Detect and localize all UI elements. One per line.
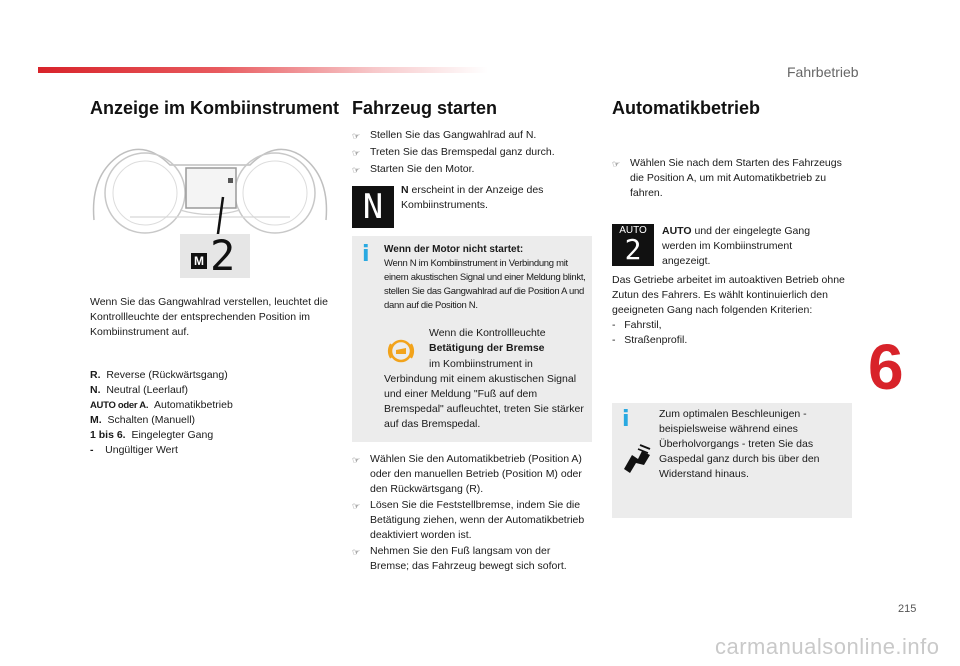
n-indicator-text (401, 183, 581, 213)
gear-display-panel (180, 231, 250, 280)
auto-bold: AUTO (662, 225, 692, 237)
legend-value: Schalten (Manuell) (107, 414, 196, 426)
legend-row-r (90, 368, 330, 383)
chapter-number: 6 (868, 331, 904, 403)
kickdown-info-box (612, 403, 852, 518)
criteria-list (612, 318, 852, 348)
n-bold: N (401, 184, 409, 196)
auto-indicator-text (662, 224, 842, 269)
gear-digit: 2 (210, 231, 236, 280)
legend-key: 1 bis 6. (90, 429, 126, 441)
brake-text-1: Wenn die Kontrollleuchte (429, 327, 546, 339)
legend-row-invalid (90, 443, 330, 458)
auto-gear-digit: 2 (624, 233, 642, 266)
step-item (352, 498, 592, 543)
gear-legend (90, 368, 330, 458)
step-text: Nehmen Sie den Fuß langsam von der Bremse; das Fahrzeug bewegt sich sofort. (370, 545, 567, 572)
criteria-item: - Fahrstil, (612, 319, 662, 331)
legend-row-m (90, 413, 330, 428)
auto-label: AUTO (619, 225, 647, 236)
criteria-text: Straßenprofil. (624, 334, 688, 346)
step-text: Wählen Sie den Automatikbetrieb (Position A) oder den manuellen Betrieb (Position M) oder den Rückwärtsgang (R). (370, 453, 582, 495)
col2-title: Fahrzeug starten (352, 98, 498, 118)
auto-text: und der eingelegte Gang werden im Kombiinstrument angezeigt. (662, 225, 811, 267)
engine-start-info-box (352, 236, 592, 442)
legend-value: Eingelegter Gang (131, 429, 214, 441)
header-accent-bar (38, 67, 488, 73)
step-text: Lösen Sie die Feststellbremse, indem Sie die Betätigung ziehen, wenn der Automatikbetrieb deaktiviert worden ist. (370, 499, 585, 541)
step-text: Stellen Sie das Gangwahlrad auf N. (370, 129, 537, 141)
bullet-icon: ☞ (612, 159, 621, 169)
step-item (612, 156, 852, 201)
instrument-cluster-illustration (90, 135, 330, 235)
info-title: Wenn der Motor nicht startet: (384, 244, 524, 255)
kickdown-tip: Zum optimalen Beschleunigen - beispielsweise während eines Überholvorgangs - treten Sie das Gaspedal ganz durch bis über den Widerstand hinaus. (659, 408, 820, 480)
step-item (352, 544, 592, 574)
step-item (352, 162, 592, 178)
page-number: 215 (898, 603, 917, 615)
n-text: erscheint in der Anzeige des Kombiinstruments. (401, 184, 544, 211)
legend-row-auto (90, 398, 330, 413)
start-steps (352, 128, 592, 179)
legend-key: N. (90, 384, 101, 396)
criteria-text: Fahrstil, (624, 319, 662, 331)
brake-text-rest: im Kombiinstrument in Verbindung mit einem akustischen Signal und einer Meldung "Fuß auf dem Bremspedal" aufleuchtet, treten Sie stärker auf das Bremspedal. (384, 358, 584, 430)
legend-value: Neutral (Leerlauf) (106, 384, 189, 396)
step-item (352, 145, 592, 161)
col3-body: Das Getriebe arbeitet im autoaktiven Betrieb ohne Zutun des Fahrers. Es wählt kontinuierlich den geeigneten Gang nach folgenden Kriterien: (612, 274, 845, 316)
legend-key: R. (90, 369, 101, 381)
mode-indicator: M (191, 253, 207, 269)
pedal-foot-icon (620, 441, 654, 475)
auto-indicator-icon (612, 224, 654, 266)
col3-title: Automatikbetrieb (612, 98, 761, 118)
brake-text-intro (429, 326, 589, 356)
legend-value: Ungültiger Wert (105, 444, 178, 456)
bullet-icon: ☞ (352, 148, 361, 158)
criteria-item: - Straßenprofil. (612, 334, 688, 346)
legend-row-gears (90, 428, 330, 443)
col1-body: Wenn Sie das Gangwahlrad verstellen, leuchtet die Kontrollleuchte der entsprechenden Position im Kombiinstrument auf. (90, 296, 328, 338)
legend-key: AUTO oder A. (90, 400, 149, 411)
bullet-icon: ☞ (352, 131, 361, 141)
legend-value: Reverse (Rückwärtsgang) (106, 369, 228, 381)
n-indicator-icon: N (352, 186, 394, 228)
bullet-icon: ☞ (352, 165, 361, 175)
step-item (352, 452, 592, 497)
step-text: Wählen Sie nach dem Starten des Fahrzeugs die Position A, um mit Automatikbetrieb zu fahren. (630, 157, 842, 199)
legend-row-n (90, 383, 330, 398)
bullet-icon: ☞ (352, 455, 361, 465)
auto-step (612, 156, 852, 202)
section-title: Fahrbetrieb (787, 64, 859, 80)
step-text: Starten Sie den Motor. (370, 163, 475, 175)
col1-title: Anzeige im Kombiinstrument (90, 98, 340, 118)
info-text: Wenn N im Kombiinstrument in Verbindung mit einem akustischen Signal und einer Meldung blinkt, stellen Sie das Gangwahlrad auf die Position A und dann auf die Position N. (384, 258, 586, 311)
brake-text-bold: Betätigung der Bremse (429, 342, 545, 354)
info-icon: i (622, 407, 630, 432)
legend-key: M. (90, 414, 102, 426)
drive-steps (352, 452, 592, 575)
step-item (352, 128, 592, 144)
bullet-icon: ☞ (352, 501, 361, 511)
footer-watermark: carmanualsonline.info (715, 634, 940, 659)
step-text: Treten Sie das Bremspedal ganz durch. (370, 146, 555, 158)
legend-key: - (90, 444, 94, 456)
legend-value: Automatikbetrieb (154, 399, 233, 411)
bullet-icon: ☞ (352, 547, 361, 557)
info-icon: i (362, 242, 370, 267)
